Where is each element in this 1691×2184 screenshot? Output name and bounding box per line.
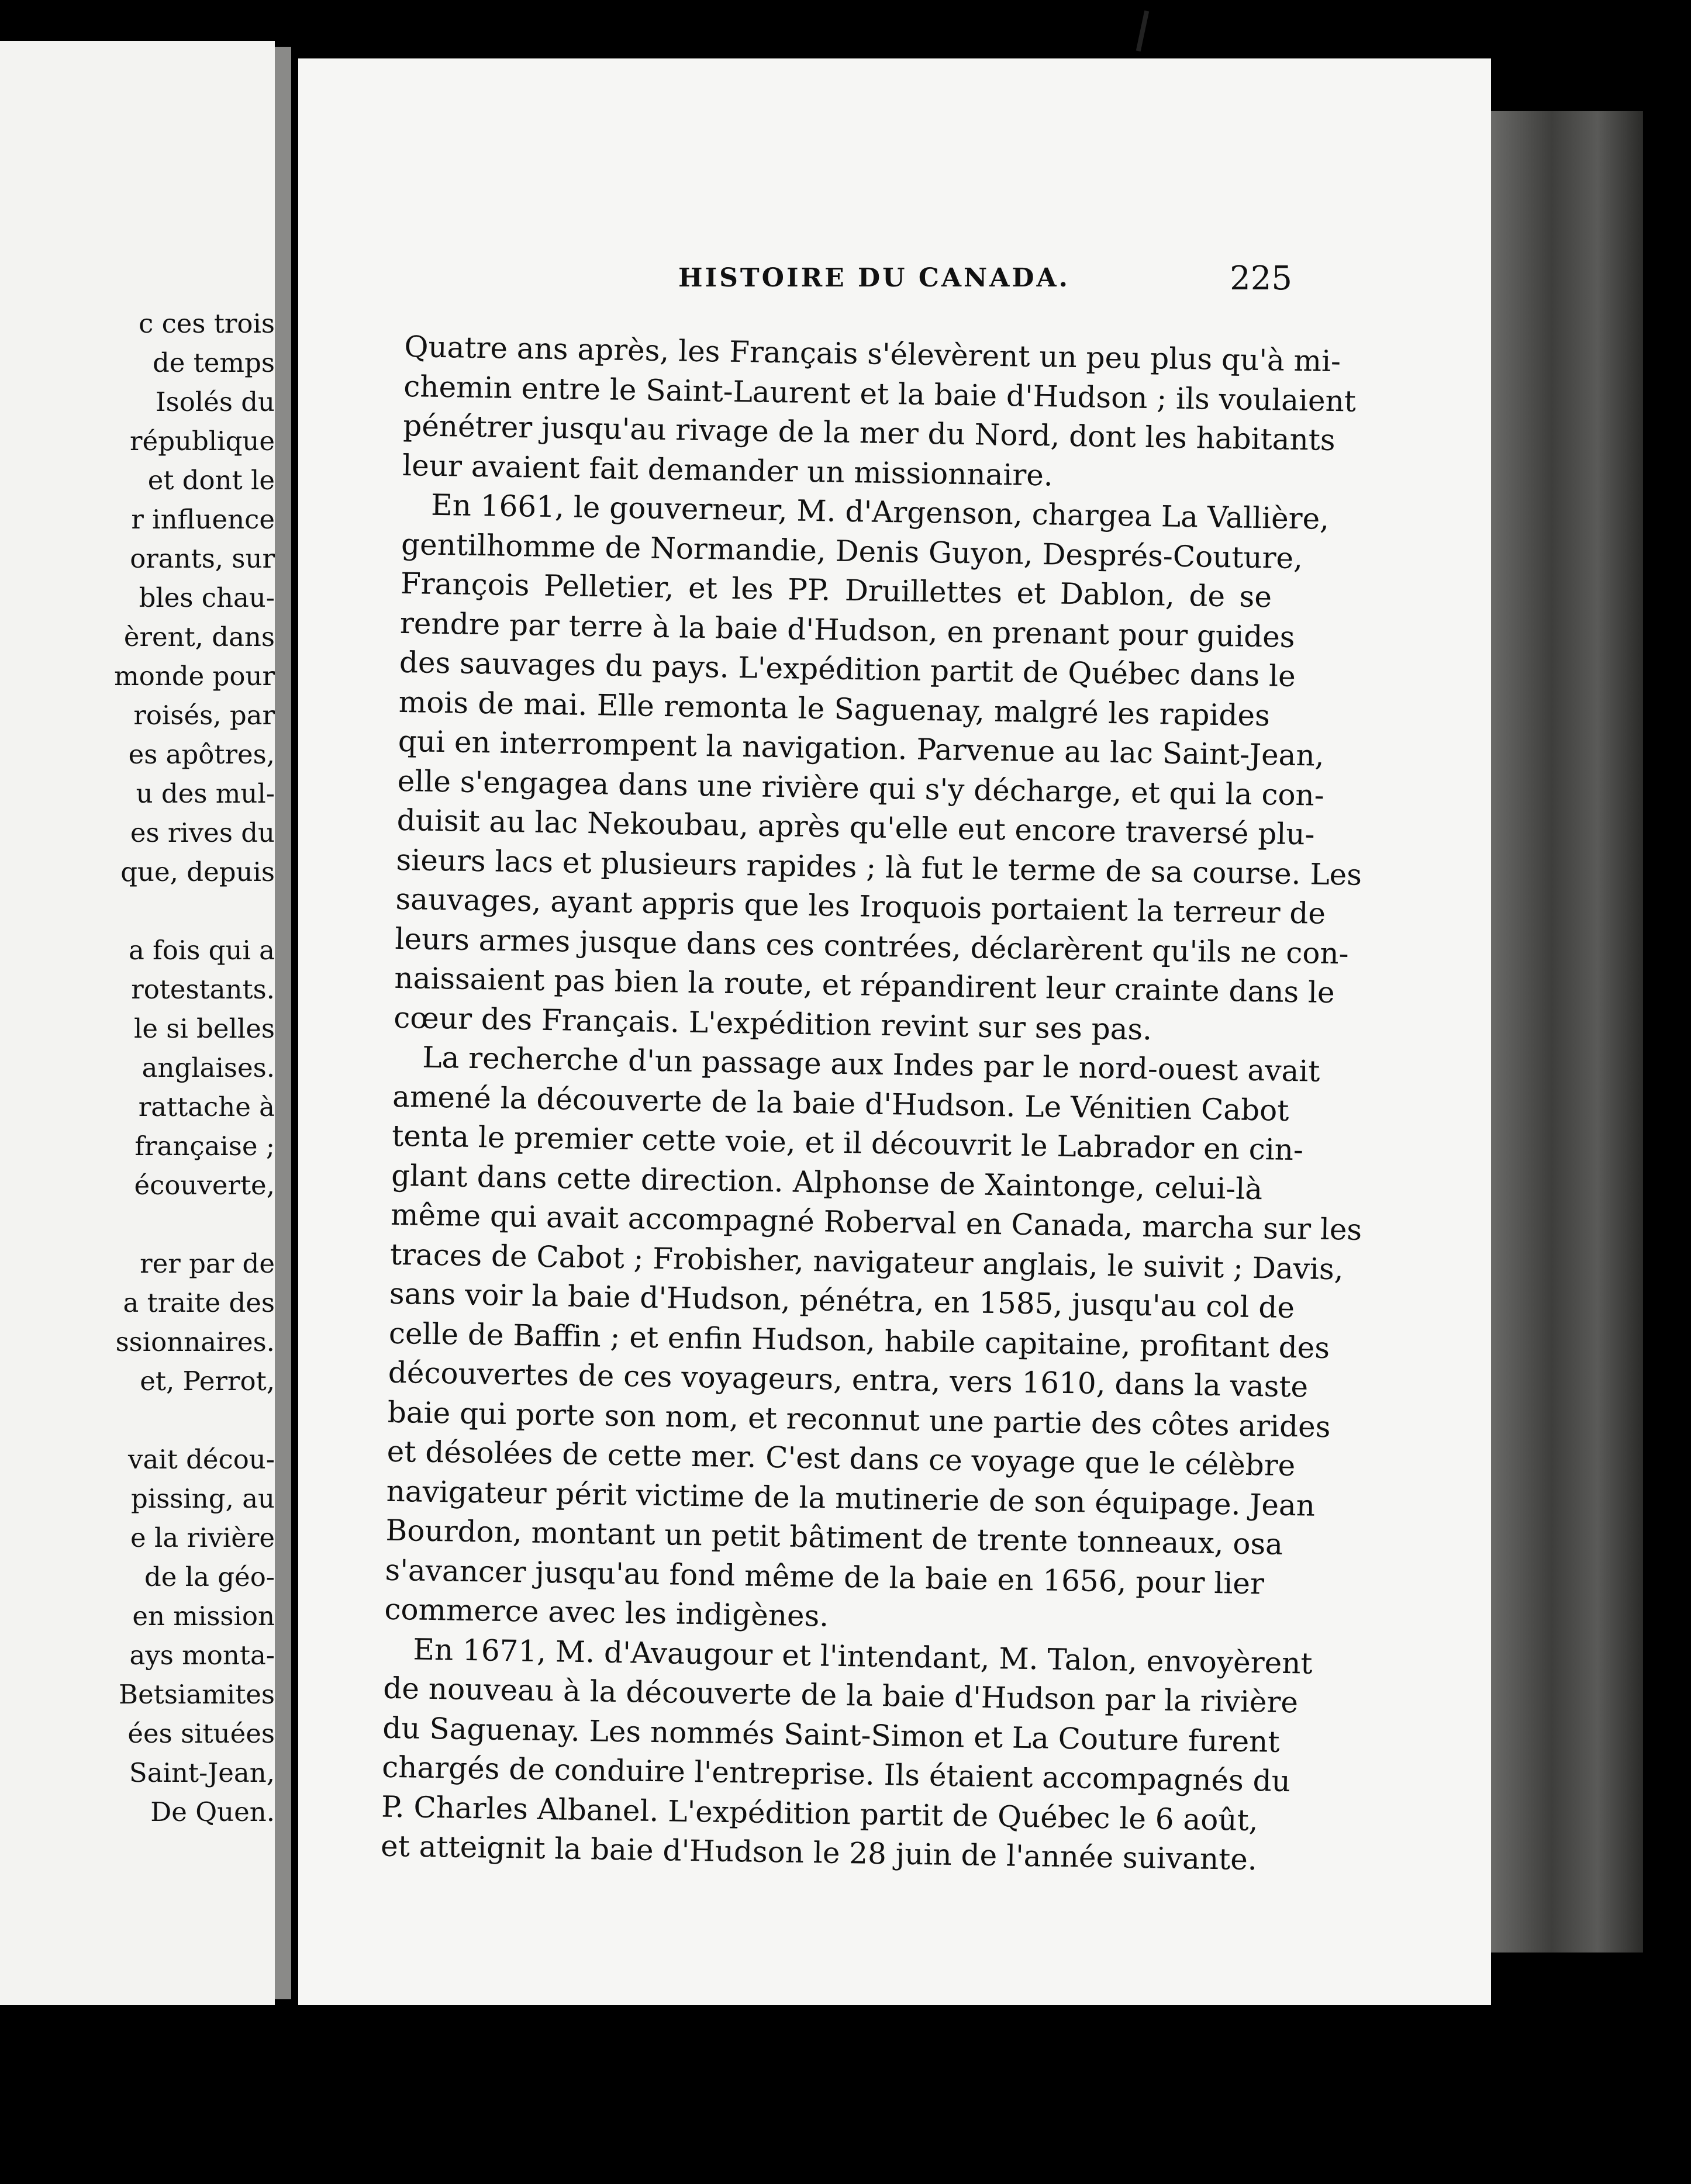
previous-page-line: rotestants. bbox=[131, 974, 275, 1005]
previous-page-line: e la rivière bbox=[130, 1522, 275, 1553]
text-line: P. Charles Albanel. L'expédition partit de Québec le 6 août, bbox=[381, 1789, 1259, 1837]
text-line: tenta le premier cette voie, et il découvrit le Labrador en cin- bbox=[391, 1118, 1304, 1167]
scan-mark bbox=[1136, 11, 1149, 51]
previous-page-line: roisés, par bbox=[133, 700, 275, 731]
text-line: même qui avait accompagné Roberval en Canada, marcha sur les bbox=[390, 1197, 1362, 1247]
text-line: baie qui porte son nom, et reconnut une partie des côtes arides bbox=[387, 1395, 1331, 1444]
previous-page-line: orants, sur bbox=[130, 543, 275, 574]
previous-page-line bbox=[18, 891, 275, 931]
running-title: HISTOIRE DU CANADA. bbox=[678, 263, 1070, 293]
previous-page-line: a traite des bbox=[123, 1287, 275, 1318]
text-line: de nouveau à la découverte de la baie d'Hudson par la rivière bbox=[382, 1671, 1299, 1720]
text-line: du Saguenay. Les nommés Saint-Simon et La Couture furent bbox=[382, 1710, 1280, 1759]
previous-page-line: ssionnaires. bbox=[115, 1326, 275, 1357]
text-line: leur avaient fait demander un missionnaire. bbox=[402, 448, 1054, 492]
text-line: rendre par terre à la baie d'Hudson, en prenant pour guides bbox=[399, 606, 1295, 654]
text-line: s'avancer jusqu'au fond même de la baie en 1656, pour lier bbox=[385, 1553, 1265, 1601]
previous-page-line: et, Perrot, bbox=[140, 1366, 275, 1397]
text-line: mois de mai. Elle remonta le Saguenay, malgré les rapides bbox=[398, 685, 1271, 732]
text-line: Bourdon, montant un petit bâtiment de trente tonneaux, osa bbox=[385, 1513, 1283, 1561]
previous-page-line: anglaises. bbox=[142, 1052, 275, 1083]
previous-page-line: Isolés du bbox=[155, 386, 275, 417]
text-line: En 1661, le gouverneur, M. d'Argenson, chargea La Vallière, bbox=[430, 488, 1330, 536]
previous-page-line: ées situées bbox=[127, 1718, 275, 1749]
previous-page-line: vait décou- bbox=[128, 1444, 275, 1475]
page-header bbox=[368, 260, 1292, 304]
text-line: La recherche d'un passage aux Indes par le nord-ouest avait bbox=[422, 1040, 1320, 1088]
text-line: des sauvages du pays. L'expédition partit de Québec dans le bbox=[399, 645, 1296, 694]
paragraph bbox=[384, 1038, 1362, 1643]
previous-page-line: a fois qui a bbox=[129, 935, 275, 966]
text-line: et atteignit la baie d'Hudson le 28 juin de l'année suivante. bbox=[380, 1829, 1258, 1877]
text-line: elle s'engagea dans une rivière qui s'y décharge, et qui la con- bbox=[397, 763, 1325, 813]
text-line: pénétrer jusqu'au rivage de la mer du Nord, dont les habitants bbox=[402, 408, 1335, 458]
paragraph bbox=[394, 485, 1362, 1051]
previous-page-line: république bbox=[130, 426, 275, 457]
text-line: cœur des Français. L'expédition revint sur ses pas. bbox=[394, 1000, 1152, 1046]
text-line: naissaient pas bien la route, et répandirent leur crainte dans le bbox=[394, 960, 1335, 1010]
previous-page-line: u des mul- bbox=[136, 778, 275, 809]
previous-page-line bbox=[18, 1205, 275, 1244]
previous-page-line: rer par de bbox=[140, 1248, 275, 1279]
previous-page-line: pissing, au bbox=[131, 1483, 275, 1514]
previous-page-line: Betsiamites bbox=[119, 1679, 275, 1710]
previous-page-line: et dont le bbox=[147, 465, 275, 496]
previous-page-line: De Quen. bbox=[150, 1796, 275, 1827]
text-line: gentilhomme de Normandie, Denis Guyon, Després-Couture, bbox=[401, 527, 1303, 575]
text-line: chemin entre le Saint-Laurent et la baie d'Hudson ; ils voulaient bbox=[403, 369, 1357, 419]
previous-page bbox=[0, 41, 275, 2005]
previous-page-line: es apôtres, bbox=[128, 739, 275, 770]
book-gutter bbox=[275, 47, 291, 1999]
text-line: duisit au lac Nekoubau, après qu'elle eut encore traversé plu- bbox=[396, 803, 1315, 852]
text-line: glant dans cette direction. Alphonse de Xaintonge, celui-là bbox=[391, 1158, 1263, 1206]
body-text bbox=[380, 327, 1362, 1880]
text-line: Quatre ans après, les Français s'élevèrent un peu plus qu'à mi- bbox=[404, 329, 1341, 379]
text-line: découvertes de ces voyageurs, entra, vers 1610, dans la vaste bbox=[388, 1355, 1309, 1404]
text-line: chargés de conduire l'entreprise. Ils étaient accompagnés du bbox=[381, 1750, 1291, 1799]
page-number: 225 bbox=[1230, 260, 1292, 298]
text-line: En 1671, M. d'Avaugour et l'intendant, M. Talon, envoyèrent bbox=[413, 1632, 1313, 1681]
previous-page-line: de la géo- bbox=[144, 1561, 275, 1592]
text-line: François Pelletier, et les PP. Druillettes et Dablon, de se bbox=[400, 566, 1272, 614]
text-line: sieurs lacs et plusieurs rapides ; là fut le terme de sa course. Les bbox=[396, 842, 1362, 892]
page-edge bbox=[1491, 111, 1643, 1953]
previous-page-line: ays monta- bbox=[129, 1640, 275, 1671]
previous-page-line: en mission bbox=[132, 1601, 275, 1632]
previous-page-line: r influence bbox=[131, 504, 275, 535]
text-line: navigateur périt victime de la mutinerie de son équipage. Jean bbox=[386, 1474, 1316, 1523]
previous-page-text bbox=[18, 304, 275, 1831]
text-line: qui en interrompent la navigation. Parvenue au lac Saint-Jean, bbox=[398, 724, 1325, 773]
previous-page-line: que, depuis bbox=[120, 856, 275, 887]
text-line: et désolées de cette mer. C'est dans ce voyage que le célèbre bbox=[386, 1434, 1296, 1483]
previous-page-line bbox=[18, 1401, 275, 1440]
text-line: sauvages, ayant appris que les Iroquois portaient la terreur de bbox=[395, 882, 1326, 931]
previous-page-line: le si belles bbox=[133, 1013, 275, 1044]
previous-page-line: écouverte, bbox=[134, 1170, 275, 1201]
previous-page-line: rattache à bbox=[138, 1091, 275, 1122]
previous-page-line: française ; bbox=[134, 1131, 275, 1162]
previous-page-line: de temps bbox=[152, 347, 275, 378]
previous-page-line: bles chau- bbox=[139, 582, 275, 613]
previous-page-line: èrent, dans bbox=[123, 621, 275, 652]
text-line: leurs armes jusque dans ces contrées, déclarèrent qu'ils ne con- bbox=[395, 921, 1349, 970]
previous-page-line: es rives du bbox=[130, 817, 275, 848]
previous-page-line: monde pour bbox=[114, 661, 275, 692]
text-line: amené la découverte de la baie d'Hudson. Le Vénitien Cabot bbox=[392, 1079, 1289, 1128]
previous-page-line: c ces trois bbox=[139, 308, 275, 339]
paragraph bbox=[402, 327, 1357, 499]
text-line: sans voir la baie d'Hudson, pénétra, en 1585, jusqu'au col de bbox=[389, 1276, 1295, 1325]
text-line: celle de Baffin ; et enfin Hudson, habile capitaine, profitant des bbox=[388, 1316, 1330, 1365]
previous-page-line: Saint-Jean, bbox=[129, 1757, 275, 1788]
text-line: traces de Cabot ; Frobisher, navigateur anglais, le suivit ; Davis, bbox=[389, 1237, 1344, 1286]
text-line: commerce avec les indigènes. bbox=[384, 1592, 829, 1633]
paragraph bbox=[380, 1629, 1313, 1879]
